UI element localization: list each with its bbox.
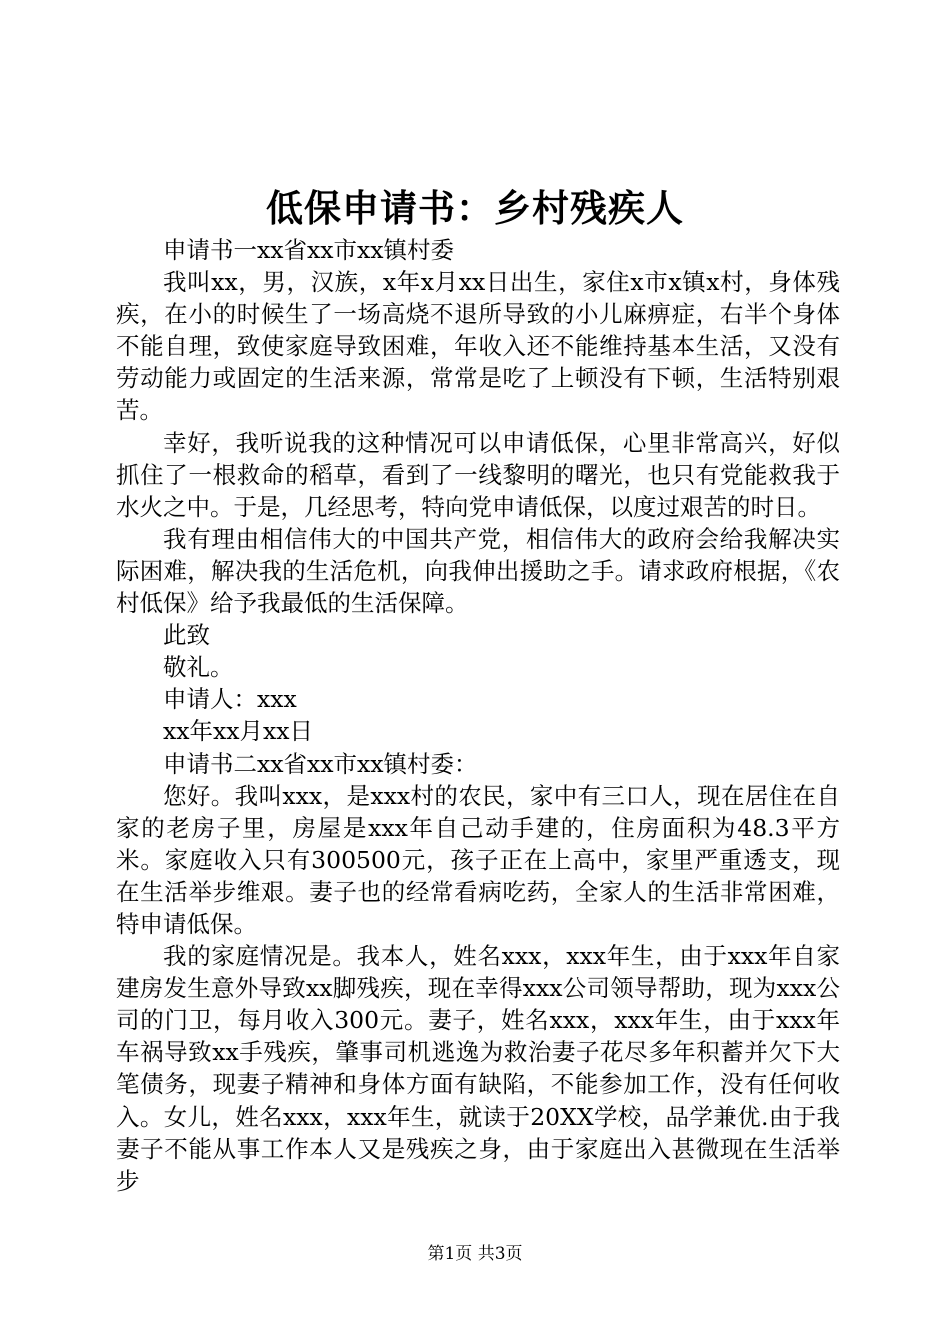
paragraph-intro-1: 我叫xx，男，汉族，x年x月xx日出生，家住x市x镇x村，身体残疾，在小的时候生了一场高烧不退所导致的小儿麻痹症，右半个身体不能自理，致使家庭导致困难，年收入还不能维持基本生活，又没有劳动能力或固定的生活来源，常常是吃了上顿没有下顿，生活特别艰苦。 bbox=[116, 268, 840, 425]
paragraph-request: 我有理由相信伟大的中国共产党，相信伟大的政府会给我解决实际困难，解决我的生活危机，向我伸出援助之手。请求政府根据，《农村低保》给予我最低的生活保障。 bbox=[116, 524, 840, 618]
paragraph-salute: 敬礼。 bbox=[163, 653, 234, 682]
paragraph-date: xx年xx月xx日 bbox=[163, 717, 314, 746]
document-title: 低保申请书：乡村残疾人 bbox=[266, 186, 684, 230]
paragraph-closing: 此致 bbox=[163, 621, 210, 650]
paragraph-intro-2: 您好。我叫xxx，是xxx村的农民，家中有三口人，现在居住在自家的老房子里，房屋是xxx年自己动手建的，住房面积为48.3平方米。家庭收入只有300500元，孩子正在上高中，家里严重透支，现在生活举步维艰。妻子也的经常看病吃药，全家人的生活非常困难，特申请低保。 bbox=[116, 781, 840, 938]
page-number: 第1页 共3页 bbox=[427, 1244, 523, 1264]
paragraph-applicant: 申请人：xxx bbox=[163, 685, 297, 714]
paragraph-recipient-2: 申请书二xx省xx市xx镇村委： bbox=[163, 749, 478, 778]
paragraph-recipient-1: 申请书一xx省xx市xx镇村委 bbox=[163, 236, 455, 264]
paragraph-family-situation: 我的家庭情况是。我本人，姓名xxx，xxx年生，由于xxx年自家建房发生意外导致xx脚残疾，现在幸得xxx公司领导帮助，现为xxx公司的门卫，每月收入300元。妻子，姓名xxx，xxx年生，由于xxx年车祸导致xx手残疾，肇事司机逃逸为救治妻子花尽多年积蓄并欠下大笔债务，现妻子精神和身体方面有缺陷，不能参加工作，没有任何收入。女儿，姓名xxx，xxx年生，就读于20XX学校，品学兼优.由于我妻子不能从事工作本人又是残疾之身，由于家庭出入甚微现在生活举步 bbox=[116, 942, 840, 1195]
paragraph-hope: 幸好，我听说我的这种情况可以申请低保，心里非常高兴，好似抓住了一根救命的稻草，看到了一线黎明的曙光，也只有党能救我于水火之中。于是，几经思考，特向党申请低保，以度过艰苦的时日。 bbox=[116, 428, 840, 521]
document-body bbox=[116, 234, 840, 1197]
